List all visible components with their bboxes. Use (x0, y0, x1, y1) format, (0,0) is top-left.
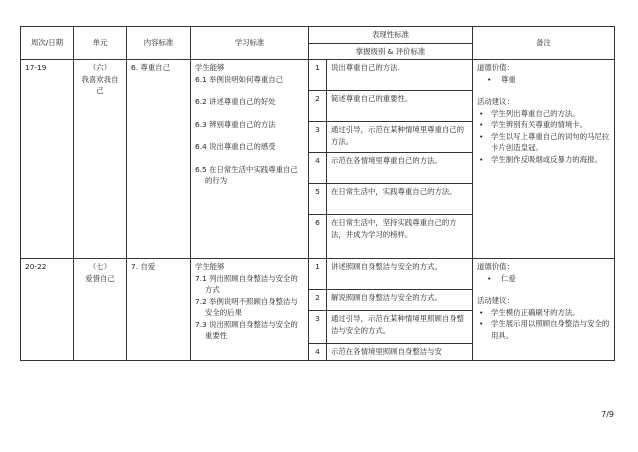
level-number: 4 (309, 344, 327, 361)
level-number: 2 (309, 290, 327, 311)
activity-item: • 学生辨别有关尊重的情境卡。 (487, 119, 610, 131)
moral-values-list (477, 273, 610, 285)
level-text: 示范在各情境里尊重自己的方法。 (327, 153, 473, 184)
learning-intro: 学生能够 (195, 262, 225, 271)
moral-value: • 仁爱 (497, 273, 610, 285)
activity-label: 活动建议： (477, 97, 514, 106)
activity-item: • 学生列出尊重自己的方法。 (487, 108, 610, 120)
level-number: 6 (309, 215, 327, 259)
table-row (21, 259, 615, 290)
header-learning-standard: 学习标准 (191, 27, 309, 60)
unit-cell (74, 60, 127, 259)
unit-number: （六） (88, 63, 112, 72)
header-content-standard: 内容标准 (127, 27, 191, 60)
level-number: 5 (309, 184, 327, 215)
level-text: 通过引导，示范在某种情境里照顾自身整洁与安全的方式。 (327, 311, 473, 344)
learning-standard-cell (191, 60, 309, 259)
level-text: 讲述照顾自身整洁与安全的方式。 (327, 259, 473, 290)
level-number: 4 (309, 153, 327, 184)
learning-intro: 学生能够 (195, 63, 225, 72)
level-text: 说出尊重自己的方法. (327, 60, 473, 91)
learning-item: 6.4 说出尊重自己的感受 (195, 142, 276, 151)
level-text: 在日常生活中，实践尊重自己的方法。 (327, 184, 473, 215)
activity-item: • 学生制作反吸烟或反暴力的海报。 (487, 154, 610, 166)
content-standard-cell: 7. 自爱 (127, 259, 191, 361)
remarks-cell (473, 60, 615, 259)
level-number: 1 (309, 60, 327, 91)
activity-item: • 学生展示用以照顾自身整洁与安全的用具。 (487, 318, 610, 341)
lesson-plan-table (20, 26, 615, 361)
level-number: 3 (309, 311, 327, 344)
learning-item: 6.1 举例说明如何尊重自己 (195, 74, 284, 84)
unit-title: 爱惜自己 (85, 273, 115, 283)
level-text: 通过引导，示范在某种情境里尊重自己的方法。 (327, 122, 473, 153)
level-text: 示范在各情境里照顾自身整洁与安 (327, 344, 473, 361)
learning-item: 6.5 在日常生活中实践尊重自己的行为 (195, 164, 298, 185)
header-week: 周次/日期 (21, 27, 74, 60)
content-standard-cell: 6. 尊重自己 (127, 60, 191, 259)
page-number: 7/9 (601, 410, 614, 419)
header-performance-standard: 表现性标准 (309, 27, 473, 44)
activity-item: • 学生模仿正确刷牙的方法。 (487, 307, 610, 319)
header-mastery-level: 掌握级别 & 评价标准 (309, 43, 473, 60)
activity-label: 活动建议： (477, 296, 514, 305)
learning-standard-cell (191, 259, 309, 361)
header-remarks: 备注 (473, 27, 615, 60)
learning-item: 7.3 说出照顾自身整洁与安全的重要性 (195, 319, 298, 340)
learning-item: 7.2 举例说明不照顾自身整洁与安全的后果 (195, 296, 298, 317)
moral-values-list (477, 74, 610, 86)
moral-values-label: 道德价值： (477, 63, 514, 72)
unit-title: 我喜欢我自己 (81, 74, 119, 95)
level-number: 3 (309, 122, 327, 153)
remarks-cell (473, 259, 615, 361)
learning-item: 7.1 列出照顾自身整洁与安全的方式 (195, 273, 298, 294)
level-text: 简述尊重自己的重要性。 (327, 91, 473, 122)
learning-item: 6.3 辨别尊重自己的方法 (195, 119, 276, 129)
level-text: 解说照顾自身整洁与安全的方式。 (327, 290, 473, 311)
moral-values-label: 道德价值： (477, 262, 514, 271)
activity-list (477, 108, 610, 166)
level-text: 在日常生活中，坚持实践尊重自己的方法，并成为学习的榜样。 (327, 215, 473, 259)
header-unit: 单元 (74, 27, 127, 60)
activity-item: • 学生以写上尊重自己的词句的马尼拉卡片创造皇冠。 (487, 131, 610, 154)
table-row (21, 60, 615, 91)
activity-list (477, 307, 610, 342)
learning-item: 6.2 讲述尊重自己的好处 (195, 97, 276, 106)
level-number: 2 (309, 91, 327, 122)
week-cell: 17-19 (21, 60, 74, 259)
unit-cell (74, 259, 127, 361)
unit-number: （七） (88, 262, 112, 271)
level-number: 1 (309, 259, 327, 290)
moral-value: • 尊重 (497, 74, 610, 86)
week-cell: 20-22 (21, 259, 74, 361)
